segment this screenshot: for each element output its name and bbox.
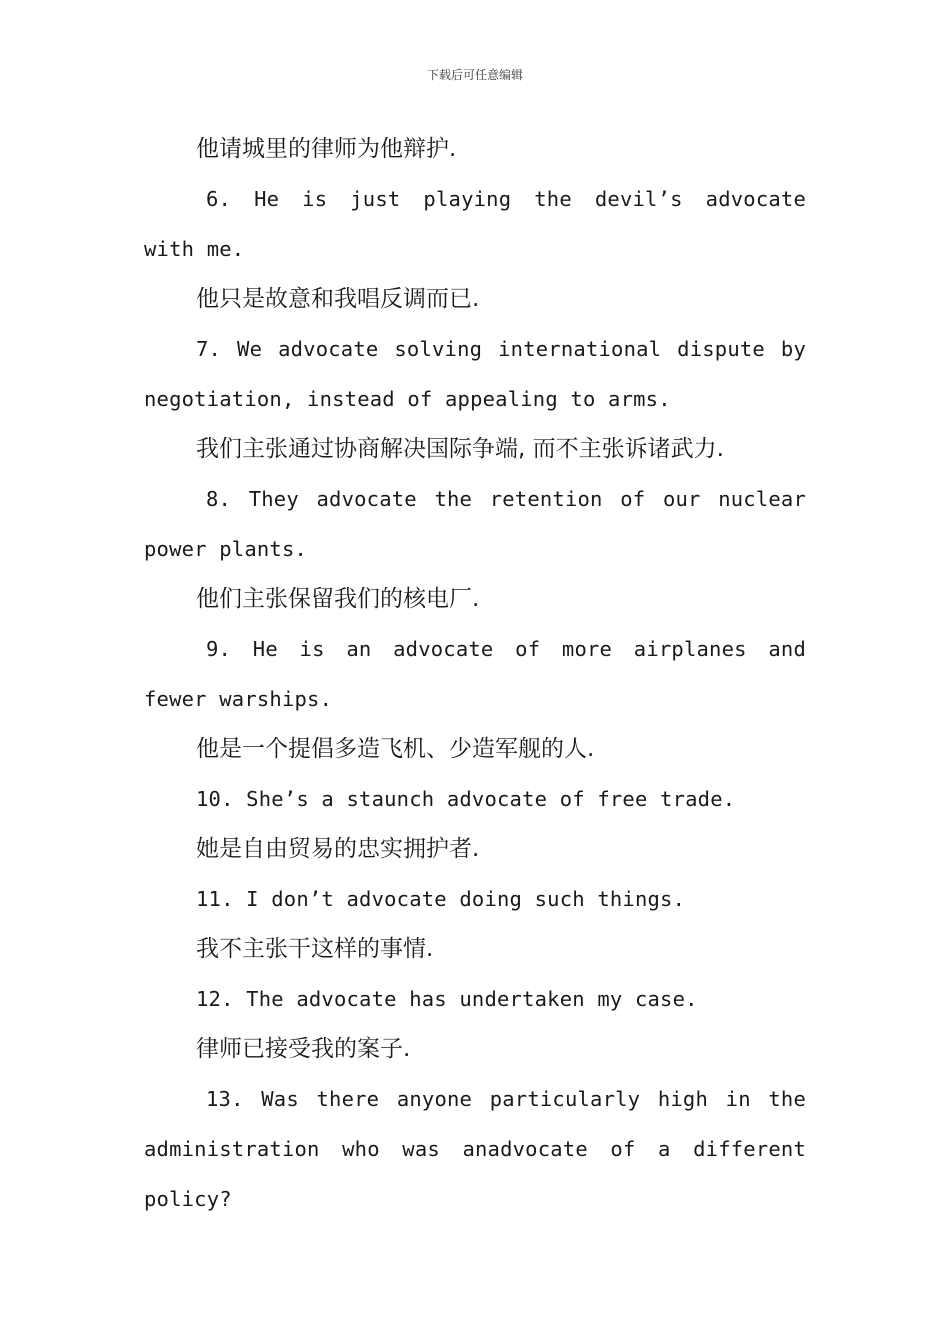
example-sentence-6-line-1: 6. He is just playing the devil’s advocate xyxy=(206,187,806,211)
example-sentence-6-line-2: with me. xyxy=(144,237,245,261)
chinese-translation-9: 他是一个提倡多造飞机、少造军舰的人. xyxy=(196,736,595,762)
example-sentence-8-line-1: 8. They advocate the retention of our nuclear xyxy=(206,487,806,511)
example-sentence-8-line-2: power plants. xyxy=(144,537,308,561)
page-header: 下载后可任意编辑 xyxy=(426,68,523,82)
example-sentence-13-line-1: 13. Was there anyone particularly high in the xyxy=(206,1087,806,1111)
example-sentence-11: 11. I don’t advocate doing such things. xyxy=(196,887,686,911)
example-sentence-12: 12. The advocate has undertaken my case. xyxy=(196,987,698,1011)
example-sentence-9-line-2: fewer warships. xyxy=(144,687,333,711)
chinese-translation-11: 我不主张干这样的事情. xyxy=(196,936,434,962)
example-sentence-7-line-2: negotiation, instead of appealing to arms. xyxy=(144,387,671,411)
example-sentence-9-line-1: 9. He is an advocate of more airplanes and xyxy=(206,637,806,661)
chinese-translation-10: 她是自由贸易的忠实拥护者. xyxy=(196,836,480,862)
example-sentence-13-line-3: policy? xyxy=(144,1187,232,1211)
example-sentence-13-line-2: administration who was anadvocate of a different xyxy=(144,1137,806,1161)
chinese-translation-5: 他请城里的律师为他辩护. xyxy=(196,136,457,162)
example-sentence-7-line-1: 7. We advocate solving international dispute by xyxy=(196,337,806,361)
example-sentence-10: 10. She’s a staunch advocate of free trade. xyxy=(196,787,736,811)
document-body xyxy=(144,124,806,1224)
chinese-translation-7: 我们主张通过协商解决国际争端, 而不主张诉诸武力. xyxy=(196,436,724,462)
chinese-translation-6: 他只是故意和我唱反调而已. xyxy=(196,286,480,312)
chinese-translation-8: 他们主张保留我们的核电厂. xyxy=(196,586,480,612)
chinese-translation-12: 律师已接受我的案子. xyxy=(196,1036,411,1062)
